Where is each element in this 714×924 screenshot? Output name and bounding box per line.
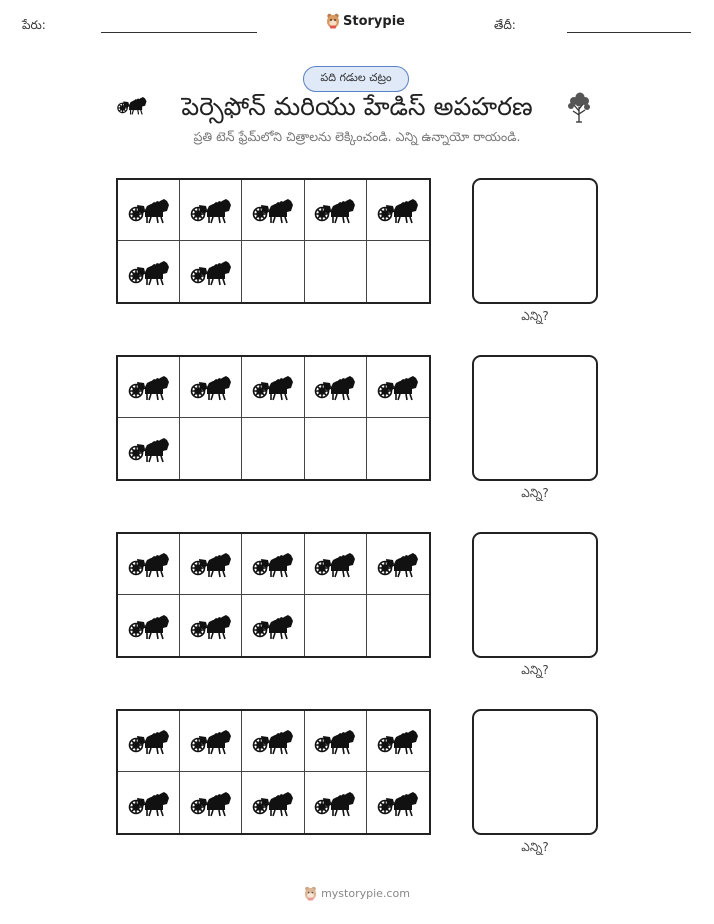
- brand-name: Storypie: [343, 13, 405, 29]
- ten-frame-cell: [367, 772, 429, 833]
- horse-chariot-icon: [376, 549, 420, 579]
- ten-frame-cell: [180, 772, 242, 833]
- ten-frame-3: [116, 532, 431, 658]
- horse-chariot-icon: [127, 726, 171, 756]
- ten-frame-cell: [118, 241, 180, 302]
- storypie-mascot-icon: [304, 886, 317, 901]
- horse-chariot-icon: [313, 726, 357, 756]
- how-many-label-2: ఎన్ని?: [521, 486, 549, 500]
- ten-frame-cell: [305, 418, 367, 479]
- horse-chariot-icon: [313, 372, 357, 402]
- ten-frame-cell: [242, 711, 304, 772]
- ten-frame-cell: [305, 180, 367, 241]
- horse-chariot-icon: [127, 257, 171, 287]
- worksheet-type-badge: పది గడుల చట్రం: [303, 66, 409, 92]
- ten-frame-cell: [180, 711, 242, 772]
- ten-frame-cell: [118, 418, 180, 479]
- brand-logo: [326, 13, 405, 29]
- name-line[interactable]: [101, 32, 257, 33]
- horse-chariot-icon: [189, 788, 233, 818]
- date-line[interactable]: [567, 32, 691, 33]
- horse-chariot-icon: [189, 726, 233, 756]
- ten-frame-cell: [242, 772, 304, 833]
- ten-frame-cell: [305, 595, 367, 656]
- ten-frame-cell: [242, 241, 304, 302]
- instructions: ప్రతి టెన్ ఫ్రేమ్‌లోని చిత్రాలను లెక్కించండి. ఎన్ని ఉన్నాయో రాయండి.: [193, 129, 521, 144]
- ten-frame-cell: [180, 357, 242, 418]
- horse-chariot-icon: [251, 788, 295, 818]
- tree-icon: [566, 91, 592, 123]
- horse-chariot-icon: [127, 372, 171, 402]
- ten-frame-cell: [305, 711, 367, 772]
- ten-frame-cell: [367, 711, 429, 772]
- ten-frame-cell: [118, 772, 180, 833]
- ten-frame-cell: [118, 534, 180, 595]
- horse-chariot-icon: [127, 549, 171, 579]
- horse-chariot-icon: [189, 549, 233, 579]
- ten-frame-cell: [367, 357, 429, 418]
- footer: [0, 886, 714, 901]
- ten-frame-cell: [305, 772, 367, 833]
- ten-frame-cell: [305, 357, 367, 418]
- horse-chariot-icon: [189, 195, 233, 225]
- date-label: తేదీ:: [494, 18, 516, 32]
- name-label: పేరు:: [22, 18, 46, 32]
- horse-chariot-icon: [313, 549, 357, 579]
- horse-chariot-icon: [127, 434, 171, 464]
- ten-frame-cell: [118, 711, 180, 772]
- horse-chariot-icon: [251, 549, 295, 579]
- horse-chariot-icon: [127, 788, 171, 818]
- horse-chariot-icon: [251, 611, 295, 641]
- page-title: పెర్సెఫోన్ మరియు హేడిస్ అపహరణ: [181, 92, 533, 121]
- ten-frame-cell: [180, 180, 242, 241]
- ten-frame-cell: [118, 357, 180, 418]
- ten-frame-cell: [180, 534, 242, 595]
- ten-frame-cell: [242, 595, 304, 656]
- horse-chariot-icon: [313, 788, 357, 818]
- horse-chariot-icon: [251, 372, 295, 402]
- ten-frame-cell: [180, 418, 242, 479]
- ten-frame-cell: [242, 418, 304, 479]
- ten-frame-cell: [367, 418, 429, 479]
- horse-chariot-icon: [376, 788, 420, 818]
- horse-chariot-icon: [376, 372, 420, 402]
- horse-chariot-icon: [251, 726, 295, 756]
- ten-frame-cell: [242, 180, 304, 241]
- answer-box-4[interactable]: [472, 709, 598, 835]
- horse-chariot-icon: [189, 611, 233, 641]
- ten-frame-cell: [367, 241, 429, 302]
- ten-frame-cell: [118, 595, 180, 656]
- how-many-label-4: ఎన్ని?: [521, 840, 549, 854]
- horse-chariot-icon: [127, 195, 171, 225]
- horse-chariot-icon: [313, 195, 357, 225]
- ten-frame-cell: [367, 595, 429, 656]
- horse-chariot-icon: [376, 726, 420, 756]
- ten-frame-cell: [118, 180, 180, 241]
- ten-frame-cell: [180, 595, 242, 656]
- ten-frame-cell: [242, 534, 304, 595]
- answer-box-3[interactable]: [472, 532, 598, 658]
- ten-frame-cell: [367, 534, 429, 595]
- answer-box-1[interactable]: [472, 178, 598, 304]
- horse-chariot-icon: [189, 372, 233, 402]
- how-many-label-1: ఎన్ని?: [521, 309, 549, 323]
- ten-frame-4: [116, 709, 431, 835]
- ten-frame-cell: [367, 180, 429, 241]
- horse-chariot-icon: [376, 195, 420, 225]
- ten-frame-cell: [305, 241, 367, 302]
- ten-frame-1: [116, 178, 431, 304]
- horse-chariot-icon: [189, 257, 233, 287]
- how-many-label-3: ఎన్ని?: [521, 663, 549, 677]
- ten-frame-2: [116, 355, 431, 481]
- footer-site: mystorypie.com: [321, 887, 410, 900]
- ten-frame-cell: [242, 357, 304, 418]
- answer-box-2[interactable]: [472, 355, 598, 481]
- horse-chariot-icon: [127, 611, 171, 641]
- storypie-mascot-icon: [326, 13, 340, 29]
- horse-chariot-icon: [251, 195, 295, 225]
- ten-frame-cell: [305, 534, 367, 595]
- ten-frame-cell: [180, 241, 242, 302]
